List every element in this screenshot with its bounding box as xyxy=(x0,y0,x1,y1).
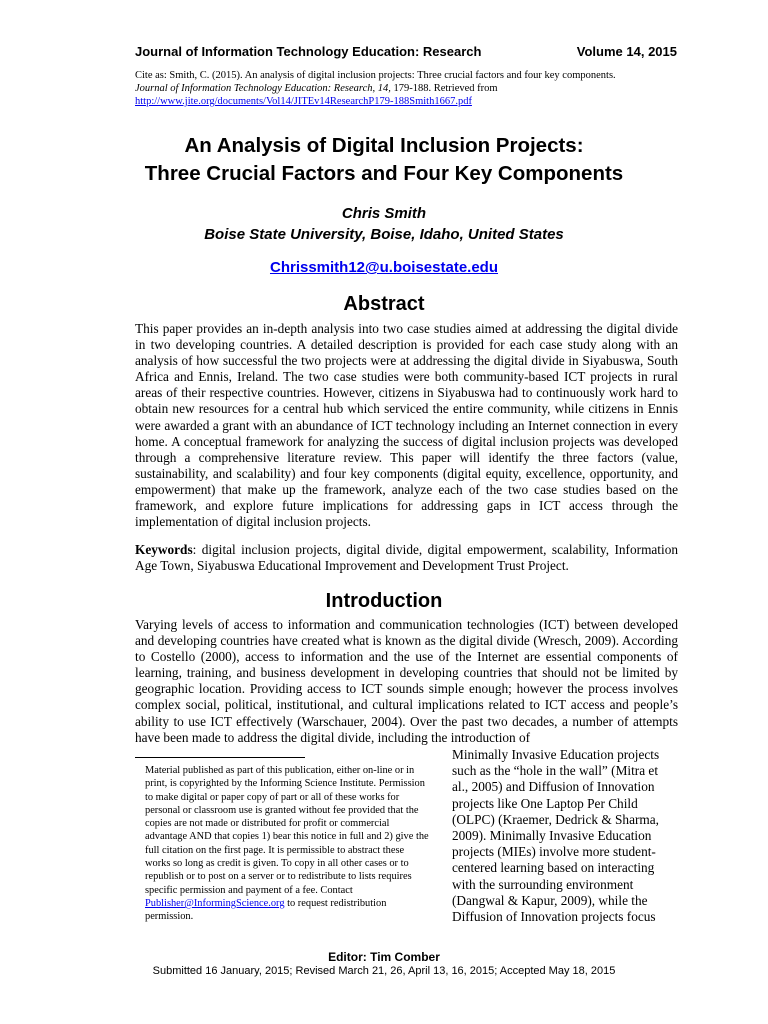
journal-name: Journal of Information Technology Education: Research xyxy=(135,44,482,59)
introduction-body: Varying levels of access to information and communication technologies (ICT) between developed and developing countries have created what is known as the digital divide (Wresch, 2009). According to Costello (2000), access to information and the use of the Internet are essential components of learning, training, and business development in developing countries that should not be limited by geographic location. Providing access to ICT sounds simple enough; however the process involves complex social, political, institutional, and cultural implications related to ICT access and people’s ability to use ICT effectively (Warschauer, 2004). Over the past two decades, a number of attempts have been made to address the digital divide, including the introduction of xyxy=(135,617,678,745)
title-line-1: An Analysis of Digital Inclusion Projects: xyxy=(184,134,584,157)
citation-text: Cite as: Smith, C. (2015). An analysis of digital inclusion projects: Three crucial factors and four key components. xyxy=(135,70,616,81)
keywords-text: : digital inclusion projects, digital divide, digital empowerment, scalability, Information Age Town, Siyabuswa Educational Improvement and Development Trust Project. xyxy=(135,542,678,574)
title-line-2: Three Crucial Factors and Four Key Components xyxy=(144,162,624,185)
citation-url-link[interactable]: http://www.jite.org/documents/Vol14/JITEv14ResearchP179-188Smith1667.pdf xyxy=(135,96,472,107)
footnote-tail: to request redistribution permission. xyxy=(145,897,387,923)
author-name: Chris Smith xyxy=(341,205,427,222)
paper-title xyxy=(100,132,668,188)
footnote-divider xyxy=(135,757,305,758)
volume-label: Volume 14, 2015 xyxy=(576,44,677,59)
author-email xyxy=(100,259,668,276)
author-email-link[interactable]: Chrissmith12@u.boisestate.edu xyxy=(269,259,499,276)
citation-journal: Journal of Information Technology Education: Research, 14, xyxy=(135,83,391,94)
introduction-heading: Introduction xyxy=(325,590,443,612)
author-affiliation: Boise State University, Boise, Idaho, United States xyxy=(204,226,564,243)
citation-block xyxy=(135,69,680,108)
editor-line: Editor: Tim Comber xyxy=(328,950,440,964)
author-block xyxy=(100,203,668,245)
abstract-body: This paper provides an in-depth analysis into two case studies aimed at addressing the digital divide in two developing countries. A detailed description is provided for each case study along with an analysis of how successful the two projects were at addressing the digital divide in Siyabuswa, South Africa and Ennis, Ireland. The two case studies were both community-based ICT projects in rural areas of their respective countries. However, citizens in Siyabuswa had to continuously work hard to obtain new resources for a central hub which serviced the entire community, while citizens in Ennis were awarded a grant with an abundance of ICT technology including an Internet connection in every home. A conceptual framework for analyzing the success of digital inclusion projects was developed through a comprehensive literature review. This paper will identify the three factors (value, sustainability, and scalability) and four key components (digital equity, excellence, opportunity, and empowerment) that make up the framework, analyze each of the two case studies based on the framework, and explore future implications for addressing gaps in ICT access through the implementation of digital inclusion projects. xyxy=(135,321,678,530)
footnote-text: Material published as part of this publication, either on-line or in print, is copyrighted by the Informing Science Institute. Permission to make digital or paper copy of part or all of these works for personal or classroom use is granted without fee provided that the copies are not made or distributed for profit or commercial advantage AND that copies 1) bear this notice in full and 2) give the full citation on the first page. It is permissible to abstract these works so long as credit is given. To copy in all other cases or to republish or to post on a server or to redistribute to lists requires specific permission and payment of a fee. Contact xyxy=(145,765,429,896)
copyright-footnote xyxy=(145,764,430,924)
citation-pages: 179-188. Retrieved from xyxy=(390,83,498,94)
publisher-email-link[interactable]: Publisher@InformingScience.org xyxy=(145,897,285,909)
abstract-heading: Abstract xyxy=(343,293,425,315)
running-header xyxy=(135,44,677,59)
introduction-column-text: Minimally Invasive Education projects such as the “hole in the wall” (Mitra et al., 2005) and Diffusion of Innovation projects like One Laptop Per Child (OLPC) (Kraemer, Dedrick & Sharma, 2009). Minimally Invasive Education projects (MIEs) involve more student-centered learning based on interacting with the surrounding environment (Dangwal & Kapur, 2009), while the Diffusion of Innovation projects focus xyxy=(452,747,660,925)
keywords-label: Keywords xyxy=(135,542,193,557)
keywords-block xyxy=(135,542,678,574)
submission-dates: Submitted 16 January, 2015; Revised March 21, 26, April 13, 16, 2015; Accepted May 18, 2015 xyxy=(152,965,616,977)
